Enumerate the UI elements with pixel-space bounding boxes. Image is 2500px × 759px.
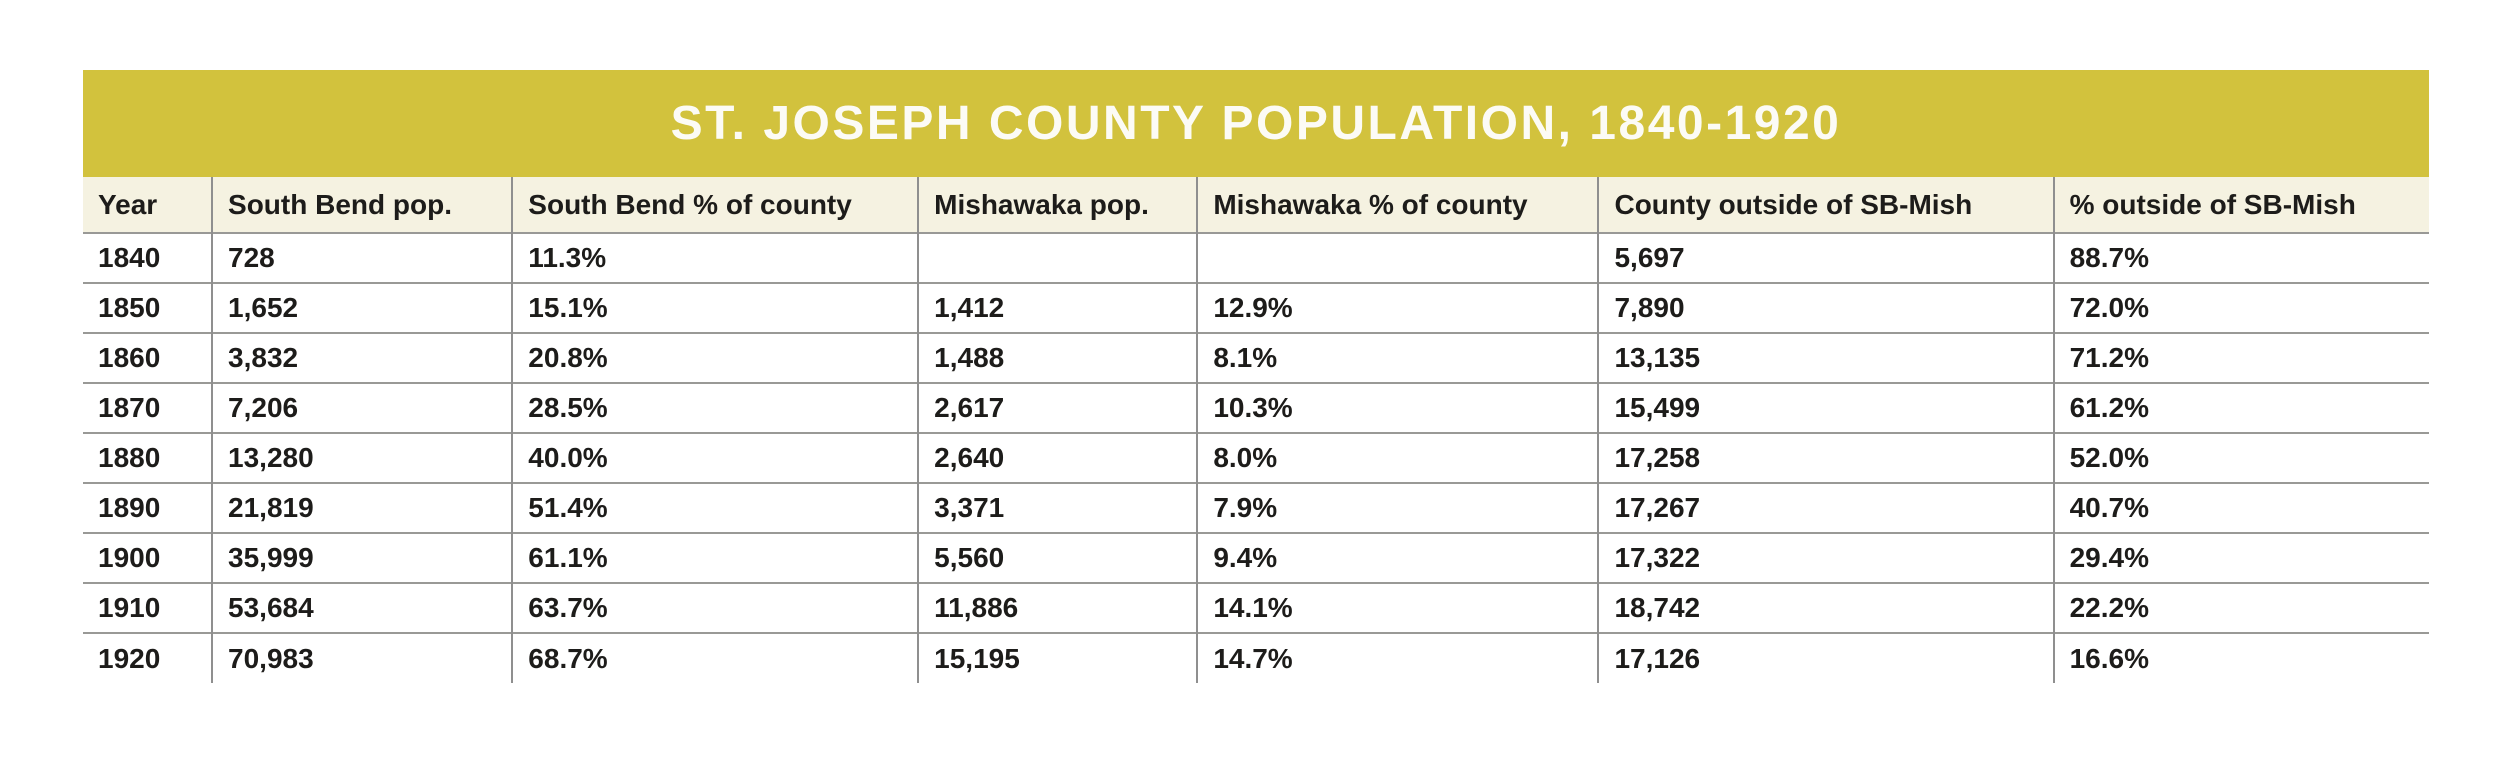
year-cell: 1900 xyxy=(98,542,161,573)
data-cell-county-outside-of-sb-mish: 17,126 xyxy=(1598,633,2053,683)
table-row xyxy=(83,633,2429,683)
data-cell-outside-of-sb-mish: 22.2% xyxy=(2054,583,2429,633)
table-body xyxy=(83,233,2429,683)
table-row xyxy=(83,533,2429,583)
data-cell-outside-of-sb-mish: 88.7% xyxy=(2054,233,2429,283)
data-cell-mishawaka-of-county: 12.9% xyxy=(1197,283,1598,333)
population-table xyxy=(83,177,2429,683)
data-cell-south-bend-pop: 7,206 xyxy=(212,383,512,433)
year-cell: 1920 xyxy=(98,642,161,674)
data-cell-south-bend-of-county: 51.4% xyxy=(512,483,918,533)
data-cell-outside-of-sb-mish: 71.2% xyxy=(2054,333,2429,383)
data-cell-mishawaka-pop: 15,195 xyxy=(918,633,1197,683)
data-cell-mishawaka-of-county: 8.0% xyxy=(1197,433,1598,483)
year-cell: 1870 xyxy=(98,392,161,423)
column-header-outside-of-sb-mish: % outside of SB-Mish xyxy=(2054,177,2429,233)
data-cell-mishawaka-of-county: 8.1% xyxy=(1197,333,1598,383)
data-cell-mishawaka-of-county: 14.7% xyxy=(1197,633,1598,683)
column-header-mishawaka-pop: Mishawaka pop. xyxy=(918,177,1197,233)
column-header-county-outside-of-sb-mish: County outside of SB-Mish xyxy=(1598,177,2053,233)
data-cell-mishawaka-of-county: 7.9% xyxy=(1197,483,1598,533)
data-cell-mishawaka-pop: 1,488 xyxy=(918,333,1197,383)
table-row xyxy=(83,283,2429,333)
data-cell-outside-of-sb-mish: 72.0% xyxy=(2054,283,2429,333)
table-title: ST. JOSEPH COUNTY POPULATION, 1840-1920 xyxy=(670,97,1842,150)
table-row xyxy=(83,583,2429,633)
year-cell: 1880 xyxy=(98,442,161,473)
table-row xyxy=(83,233,2429,283)
data-cell-outside-of-sb-mish: 16.6% xyxy=(2054,633,2429,683)
data-cell-south-bend-pop: 53,684 xyxy=(212,583,512,633)
data-cell-south-bend-of-county: 40.0% xyxy=(512,433,918,483)
data-cell-county-outside-of-sb-mish: 15,499 xyxy=(1598,383,2053,433)
data-cell-south-bend-pop: 21,819 xyxy=(212,483,512,533)
data-cell-south-bend-pop: 1,652 xyxy=(212,283,512,333)
data-cell-mishawaka-of-county: 9.4% xyxy=(1197,533,1598,583)
data-cell-mishawaka-pop xyxy=(918,233,1197,283)
data-cell-south-bend-pop: 35,999 xyxy=(212,533,512,583)
data-cell-mishawaka-of-county: 10.3% xyxy=(1197,383,1598,433)
column-header-south-bend-pop: South Bend pop. xyxy=(212,177,512,233)
year-cell: 1840 xyxy=(98,242,161,273)
table-row xyxy=(83,333,2429,383)
data-cell-south-bend-of-county: 63.7% xyxy=(512,583,918,633)
year-cell: 1890 xyxy=(98,492,161,523)
year-cell: 1850 xyxy=(98,292,161,323)
data-cell-south-bend-of-county: 61.1% xyxy=(512,533,918,583)
data-cell-south-bend-pop: 3,832 xyxy=(212,333,512,383)
data-cell-outside-of-sb-mish: 52.0% xyxy=(2054,433,2429,483)
table-row xyxy=(83,383,2429,433)
data-cell-mishawaka-pop: 3,371 xyxy=(918,483,1197,533)
data-cell-mishawaka-pop: 1,412 xyxy=(918,283,1197,333)
table-row xyxy=(83,433,2429,483)
data-cell-mishawaka-pop: 11,886 xyxy=(918,583,1197,633)
column-header-mishawaka-of-county: Mishawaka % of county xyxy=(1197,177,1598,233)
data-cell-south-bend-of-county: 20.8% xyxy=(512,333,918,383)
data-cell-south-bend-of-county: 11.3% xyxy=(512,233,918,283)
year-cell: 1860 xyxy=(98,342,161,373)
data-cell-mishawaka-of-county xyxy=(1197,233,1598,283)
data-cell-south-bend-of-county: 28.5% xyxy=(512,383,918,433)
table-header xyxy=(83,177,2429,233)
table-row xyxy=(83,483,2429,533)
data-cell-outside-of-sb-mish: 61.2% xyxy=(2054,383,2429,433)
column-header-year: Year xyxy=(98,188,158,220)
population-table-card xyxy=(83,70,2429,683)
data-cell-county-outside-of-sb-mish: 17,322 xyxy=(1598,533,2053,583)
data-cell-mishawaka-of-county: 14.1% xyxy=(1197,583,1598,633)
data-cell-south-bend-of-county: 68.7% xyxy=(512,633,918,683)
data-cell-county-outside-of-sb-mish: 13,135 xyxy=(1598,333,2053,383)
data-cell-mishawaka-pop: 2,617 xyxy=(918,383,1197,433)
data-cell-county-outside-of-sb-mish: 17,258 xyxy=(1598,433,2053,483)
data-cell-county-outside-of-sb-mish: 5,697 xyxy=(1598,233,2053,283)
data-cell-south-bend-pop: 13,280 xyxy=(212,433,512,483)
data-cell-south-bend-pop: 728 xyxy=(212,233,512,283)
data-cell-outside-of-sb-mish: 40.7% xyxy=(2054,483,2429,533)
header-row xyxy=(83,177,2429,233)
data-cell-mishawaka-pop: 2,640 xyxy=(918,433,1197,483)
year-cell: 1910 xyxy=(98,592,161,623)
table-title-bar xyxy=(83,70,2429,177)
data-cell-mishawaka-pop: 5,560 xyxy=(918,533,1197,583)
data-cell-county-outside-of-sb-mish: 17,267 xyxy=(1598,483,2053,533)
data-cell-south-bend-of-county: 15.1% xyxy=(512,283,918,333)
column-header-south-bend-of-county: South Bend % of county xyxy=(512,177,918,233)
data-cell-county-outside-of-sb-mish: 18,742 xyxy=(1598,583,2053,633)
data-cell-outside-of-sb-mish: 29.4% xyxy=(2054,533,2429,583)
data-cell-county-outside-of-sb-mish: 7,890 xyxy=(1598,283,2053,333)
data-cell-south-bend-pop: 70,983 xyxy=(212,633,512,683)
